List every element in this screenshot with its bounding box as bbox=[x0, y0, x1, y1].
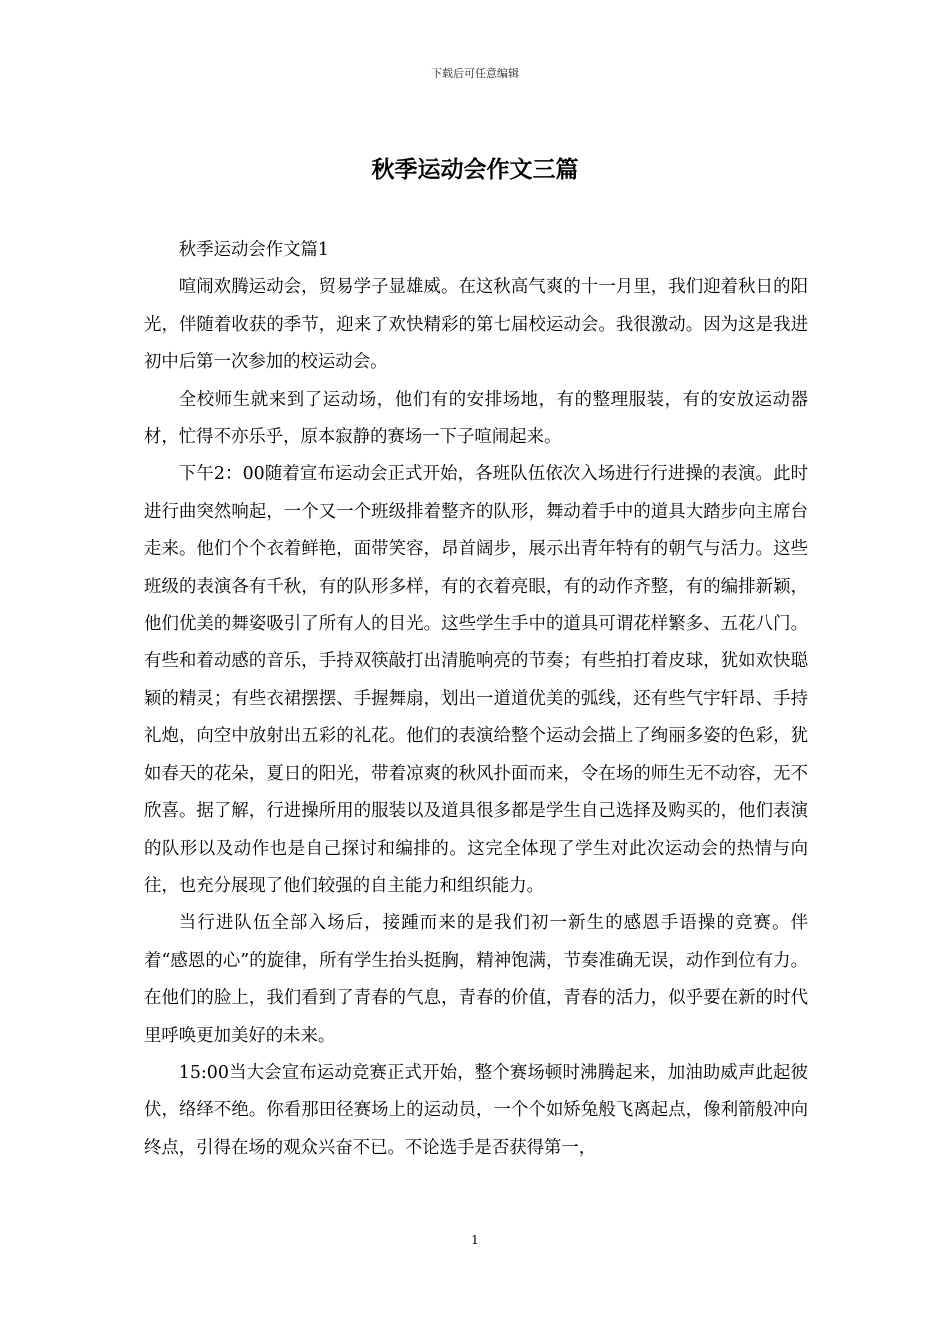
page-number: 1 bbox=[471, 1233, 479, 1247]
paragraph: 全校师生就来到了运动场，他们有的安排场地，有的整理服装，有的安放运动器材，忙得不亦乐乎，原本寂静的赛场一下子喧闹起来。 bbox=[144, 389, 808, 448]
paragraph: 当行进队伍全部入场后，接踵而来的是我们初一新生的感恩手语操的竞赛。伴着“感恩的心”的旋律，所有学生抬头挺胸，精神饱满，节奏准确无误，动作到位有力。在他们的脸上，我们看到了青春的气息，青春的价值，青春的活力，似乎要在新的时代里呼唤更加美好的未来。 bbox=[144, 913, 808, 1046]
paragraph: 喧闹欢腾运动会，贸易学子显雄威。在这秋高气爽的十一月里，我们迎着秋日的阳光，伴随着收获的季节，迎来了欢快精彩的第七届校运动会。我很激动。因为这是我进初中后第一次参加的校运动会。 bbox=[144, 277, 808, 373]
paragraph: 15:00当大会宣布运动竞赛正式开始，整个赛场顿时沸腾起来，加油助威声此起彼伏，络绎不绝。你看那田径赛场上的运动员，一个个如矫兔般飞离起点，像利箭般冲向终点，引得在场的观众兴奋不已。不论选手是否获得第一， bbox=[144, 1062, 808, 1158]
page-header: 下载后可任意编辑 bbox=[431, 67, 519, 80]
section-heading: 秋季运动会作文篇1 bbox=[178, 240, 329, 260]
document-body bbox=[144, 232, 808, 1167]
paragraph: 下午2：00随着宣布运动会正式开始，各班队伍依次入场进行行进操的表演。此时进行曲突然响起，一个又一个班级排着整齐的队形，舞动着手中的道具大踏步向主席台走来。他们个个衣着鲜艳，面带笑容，昂首阔步，展示出青年特有的朝气与活力。这些班级的表演各有千秋，有的队形多样，有的衣着亮眼，有的动作齐整，有的编排新颖，他们优美的舞姿吸引了所有人的目光。这些学生手中的道具可谓花样繁多、五花八门。有些和着动感的音乐，手持双筷敲打出清脆响亮的节奏；有些拍打着皮球，犹如欢快聪颖的精灵；有些衣裙摆摆、手握舞扇，划出一道道优美的弧线，还有些气宇轩昂、手持礼炮，向空中放射出五彩的礼花。他们的表演给整个运动会描上了绚丽多姿的色彩，犹如春天的花朵，夏日的阳光，带着凉爽的秋风扑面而来，令在场的师生无不动容，无不欣喜。据了解，行进操所用的服装以及道具很多都是学生自己选择及购买的，他们表演的队形以及动作也是自己探讨和编排的。这完全体现了学生对此次运动会的热情与向往，也充分展现了他们较强的自主能力和组织能力。 bbox=[144, 464, 808, 896]
document-title: 秋季运动会作文三篇 bbox=[371, 156, 579, 183]
